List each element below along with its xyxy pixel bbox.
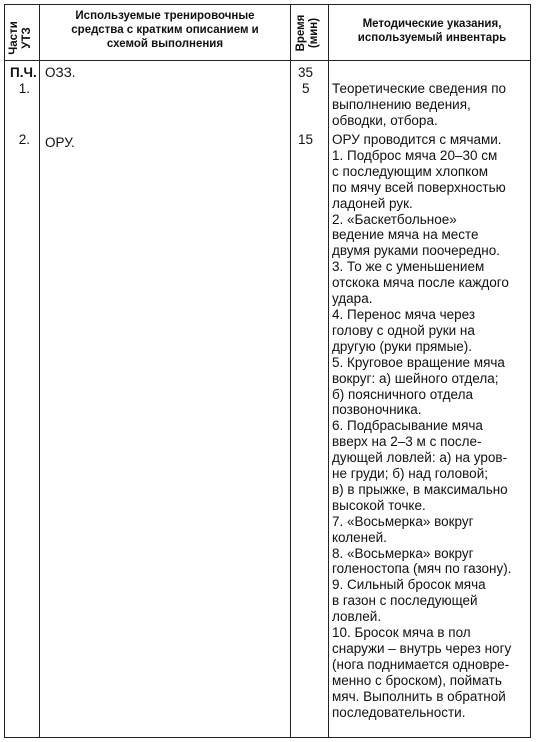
part-cell: 1.: [18, 81, 30, 96]
column-divider: [290, 5, 291, 737]
notes-cell: ОРУ проводится с мячами. 1. Подброс мяча 20–30 см с последующим хлопком по мячу всей поверхностью ладоней рук. 2. «Баскетбольное» ведение мяча на месте двумя руками поочередно. 3. То же с уменьшением отскока мяча после каждого удара. 4. Перенос мяча через голову с одной руки на другую (руки прямые). 5. Круговое вращение мяча вокруг: а) шейного отдела; б) поясничного отдела позвоночника. 6. Подбрасывание мяча вверх на 2–3 м с после- дующей ловлей: а) на уров- не груди; б) над головой; в) в прыжке, в максимально высокой точке. 7. «Восьмерка» вокруг коленей. 8. «Восьмерка» вокруг голеностопа (мяч по газону). 9. Сильный бросок мяча в газон с последующей ловлей. 10. Бросок мяча в пол снаружи – внутрь через ногу (нога поднимается одновре- менно с броском), поймать мяч. Выполнить в обратной последовательности.: [332, 132, 512, 720]
header-time: Время (мин): [295, 14, 320, 52]
time-cell: 35: [298, 65, 314, 80]
part-cell: 2.: [18, 132, 30, 147]
time-cell: 15: [298, 132, 314, 147]
methodology-table: [4, 4, 531, 738]
column-divider: [39, 5, 40, 737]
header-divider: [5, 60, 530, 61]
time-cell: 5: [302, 81, 310, 96]
means-cell: ОЗЗ.: [45, 65, 76, 80]
notes-cell: Теоретические сведения по выполнению ведения, обводки, отбора.: [332, 81, 507, 128]
column-divider: [328, 5, 329, 737]
header-notes: Методические указания, используемый инвентарь: [357, 18, 507, 44]
means-cell: ОРУ.: [45, 135, 75, 150]
header-means: Используемые тренировочные средства с кратким описанием и схемой выполнения: [71, 10, 259, 50]
header-parts: Части УТЗ: [8, 21, 33, 55]
part-cell: П.Ч.: [10, 65, 37, 80]
